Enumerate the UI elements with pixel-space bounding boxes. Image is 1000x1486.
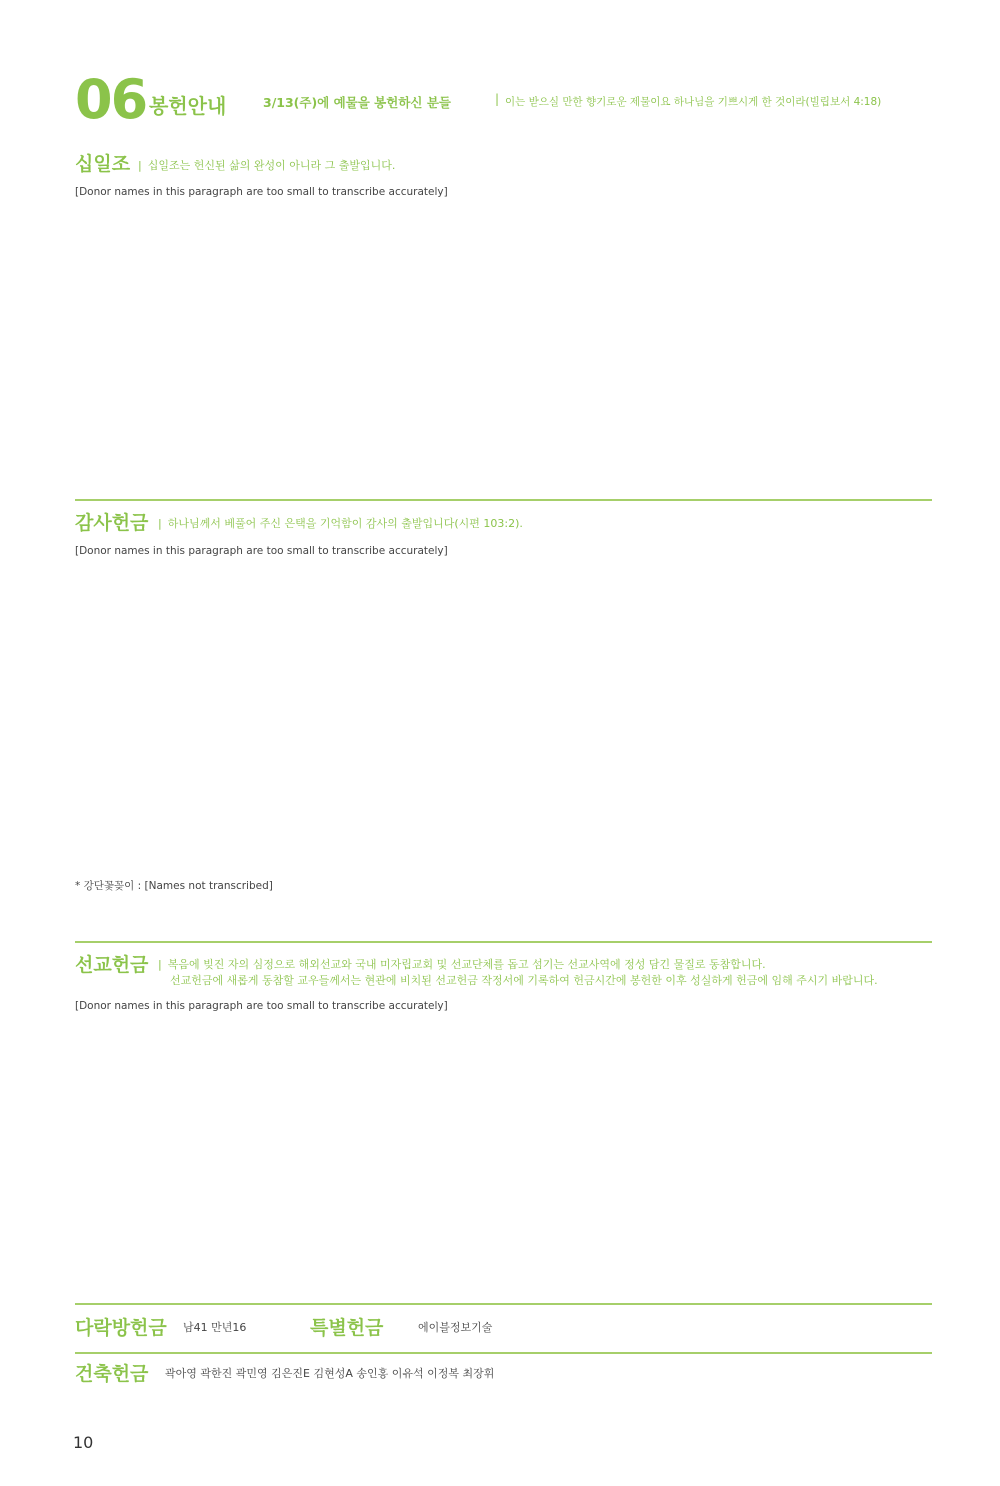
tithe-separator: | [138, 159, 142, 172]
thanks-title: 감사헌금 [75, 512, 149, 534]
building-title: 건축헌금 [75, 1363, 149, 1385]
special-value: 에이블정보기술 [418, 1321, 493, 1334]
special-title: 특별헌금 [310, 1317, 384, 1339]
thanks-description [158, 516, 523, 532]
divider-mission [75, 1303, 932, 1305]
section-number: 06 [75, 68, 147, 131]
attic-title: 다락방헌금 [75, 1317, 167, 1339]
thanks-separator: | [158, 517, 162, 530]
header-separator: | [495, 92, 500, 106]
mission-description [158, 957, 938, 989]
tithe-desc-text: 십일조는 헌신된 삶의 완성이 아니라 그 출발입니다. [147, 159, 396, 172]
tithe-title: 십일조 [75, 153, 131, 175]
divider-tithe [75, 499, 932, 501]
page-header [75, 68, 945, 132]
thanks-desc-text: 하나님께서 베풀어 주신 은택을 기억함이 감사의 출발입니다(시편 103:2). [167, 517, 523, 530]
mission-desc-line-1 [158, 957, 938, 973]
mission-title: 선교헌금 [75, 954, 149, 976]
tithe-description [138, 158, 395, 174]
thanks-names: [Donor names in this paragraph are too small to transcribe accurately] [75, 545, 448, 557]
divider-thanks [75, 941, 932, 943]
divider-attic [75, 1352, 932, 1354]
building-value: 곽아영 곽한진 곽민영 김은진E 김현성A 송인홍 이유석 이정복 최장휘 [165, 1367, 495, 1380]
mission-names: [Donor names in this paragraph are too small to transcribe accurately] [75, 1000, 448, 1012]
mission-desc-line-2: 선교헌금에 새롭게 동참할 교우들께서는 현관에 비치된 선교헌금 작정서에 기록하여 헌금시간에 봉헌한 이후 성실하게 헌금에 임해 주시기 바랍니다. [170, 974, 878, 987]
altar-flowers-label: * 강단꽃꽂이 : [75, 880, 142, 892]
altar-flowers-line [75, 878, 933, 896]
tithe-names: [Donor names in this paragraph are too small to transcribe accurately] [75, 186, 448, 198]
header-verse: 이는 받으실 만한 향기로운 제물이요 하나님을 기쁘시게 한 것이라(빌립보서 4:18) [505, 96, 882, 108]
page-number: 10 [73, 1433, 94, 1452]
mission-desc-text-1: 복음에 빚진 자의 심정으로 해외선교와 국내 미자립교회 및 선교단체를 돕고 섬기는 선교사역에 정성 담긴 물질로 동참합니다. [167, 958, 766, 971]
page-title: 봉헌안내 [149, 94, 227, 118]
attic-value: 남41 만년16 [183, 1321, 247, 1334]
page-subtitle: 3/13(주)에 예물을 봉헌하신 분들 [263, 95, 451, 110]
altar-flowers-names: [Names not transcribed] [144, 880, 273, 892]
mission-separator: | [158, 958, 162, 971]
